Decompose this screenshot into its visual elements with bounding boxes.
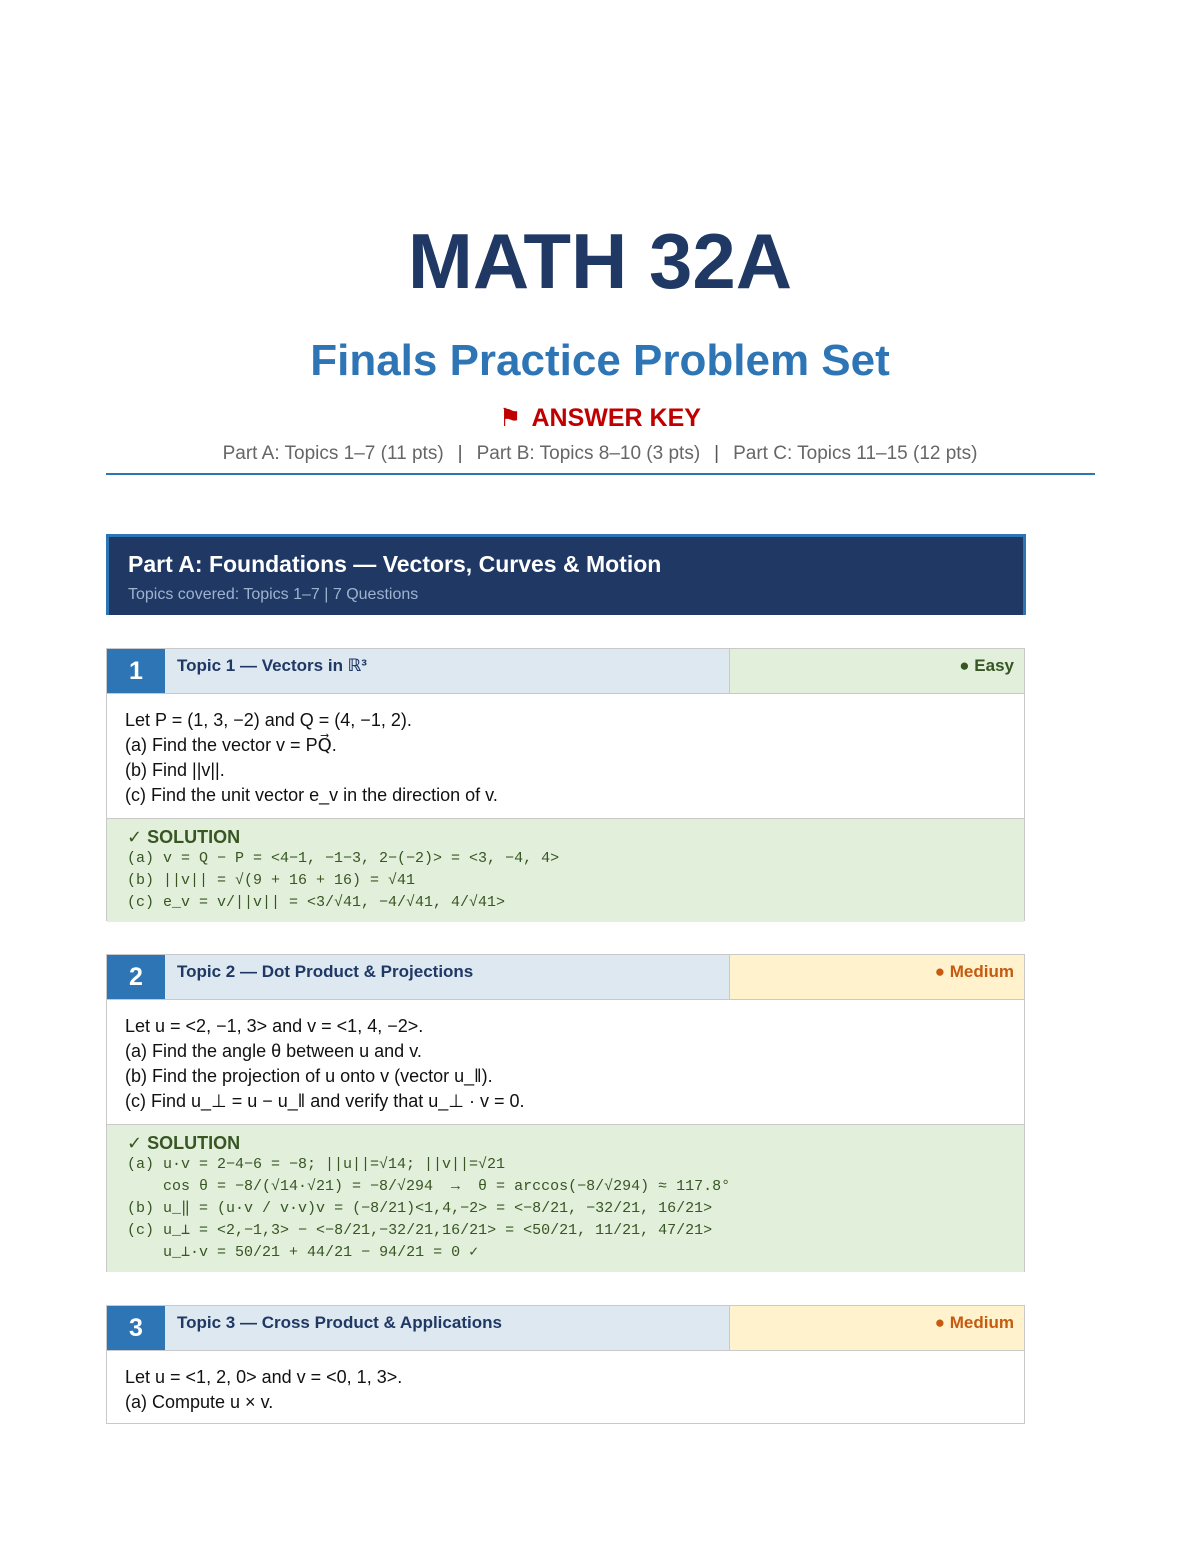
- prompt-line: (b) Find the projection of u onto v (vector u_‖).: [125, 1066, 493, 1086]
- question-prompt: [107, 694, 1024, 818]
- question-number: 1: [107, 649, 165, 693]
- prompt-line: (a) Find the angle θ between u and v.: [125, 1041, 422, 1061]
- part-c-summary: Part C: Topics 11–15 (12 pts): [733, 443, 978, 464]
- header-divider: [106, 473, 1095, 475]
- section-banner: [106, 534, 1026, 615]
- difficulty-badge: ● Medium: [729, 955, 1024, 999]
- part-b-summary: Part B: Topics 8–10 (3 pts): [476, 443, 701, 464]
- question-card: [106, 648, 1025, 921]
- parts-summary: [0, 443, 1200, 466]
- prompt-line: Let P = (1, 3, −2) and Q = (4, −1, 2).: [125, 710, 412, 730]
- solution-label: ✓ SOLUTION: [127, 1133, 241, 1153]
- solution-label: ✓ SOLUTION: [127, 827, 241, 847]
- section-title: Part A: Foundations — Vectors, Curves & Motion: [128, 551, 662, 577]
- question-prompt: [107, 1351, 1024, 1425]
- question-prompt: [107, 1000, 1024, 1124]
- question-number: 3: [107, 1306, 165, 1350]
- question-topic: Topic 3 — Cross Product & Applications: [165, 1306, 729, 1350]
- difficulty-badge: ● Medium: [729, 1306, 1024, 1350]
- separator: |: [714, 443, 720, 464]
- answer-key-banner: [0, 403, 1200, 433]
- prompt-line: (c) Find the unit vector e_v in the direction of v.: [125, 785, 498, 805]
- solution-box: [107, 1124, 1024, 1272]
- section-subtitle: Topics covered: Topics 1–7 | 7 Questions: [128, 586, 419, 603]
- course-title: MATH 32A: [407, 217, 793, 305]
- solution-box: [107, 818, 1024, 922]
- prompt-line: Let u = <1, 2, 0> and v = <0, 1, 3>.: [125, 1367, 403, 1387]
- question-topic: Topic 2 — Dot Product & Projections: [165, 955, 729, 999]
- prompt-line: (c) Find u_⊥ = u − u_‖ and verify that u_⊥ · v = 0.: [125, 1091, 525, 1111]
- document-subtitle: Finals Practice Problem Set: [310, 336, 890, 385]
- solution-line: (a) u·v = 2−4−6 = −8; ||u||=√14; ||v||=√21: [127, 1156, 506, 1173]
- prompt-line: (b) Find ||v||.: [125, 760, 225, 780]
- question-card: [106, 1305, 1025, 1424]
- separator: |: [457, 443, 463, 464]
- answer-key-label: ANSWER KEY: [531, 404, 701, 432]
- solution-line: (a) v = Q − P = <4−1, −1−3, 2−(−2)> = <3, −4, 4>: [127, 850, 560, 867]
- question-number: 2: [107, 955, 165, 999]
- solution-line: (b) ||v|| = √(9 + 16 + 16) = √41: [127, 872, 416, 889]
- question-topic: Topic 1 — Vectors in ℝ³: [165, 649, 729, 693]
- flag-icon: ⚑: [499, 404, 522, 432]
- question-header: [107, 955, 1024, 1000]
- question-header: [107, 1306, 1024, 1351]
- solution-line: u_⊥·v = 50/21 + 44/21 − 94/21 = 0 ✓: [127, 1244, 479, 1261]
- solution-line: (c) e_v = v/||v|| = <3/√41, −4/√41, 4/√41>: [127, 894, 506, 911]
- prompt-line: (a) Find the vector v = PQ⃗.: [125, 735, 337, 755]
- solution-line: cos θ = −8/(√14·√21) = −8/√294 → θ = arccos(−8/√294) ≈ 117.8°: [127, 1178, 731, 1195]
- solution-line: (b) u_‖ = (u·v / v·v)v = (−8/21)<1,4,−2> = <−8/21, −32/21, 16/21>: [127, 1200, 713, 1217]
- question-header: [107, 649, 1024, 694]
- question-card: [106, 954, 1025, 1272]
- part-a-summary: Part A: Topics 1–7 (11 pts): [222, 443, 444, 464]
- solution-line: (c) u_⊥ = <2,−1,3> − <−8/21,−32/21,16/21> = <50/21, 11/21, 47/21>: [127, 1222, 713, 1239]
- prompt-line: (a) Compute u × v.: [125, 1392, 274, 1412]
- difficulty-badge: ● Easy: [729, 649, 1024, 693]
- prompt-line: Let u = <2, −1, 3> and v = <1, 4, −2>.: [125, 1016, 424, 1036]
